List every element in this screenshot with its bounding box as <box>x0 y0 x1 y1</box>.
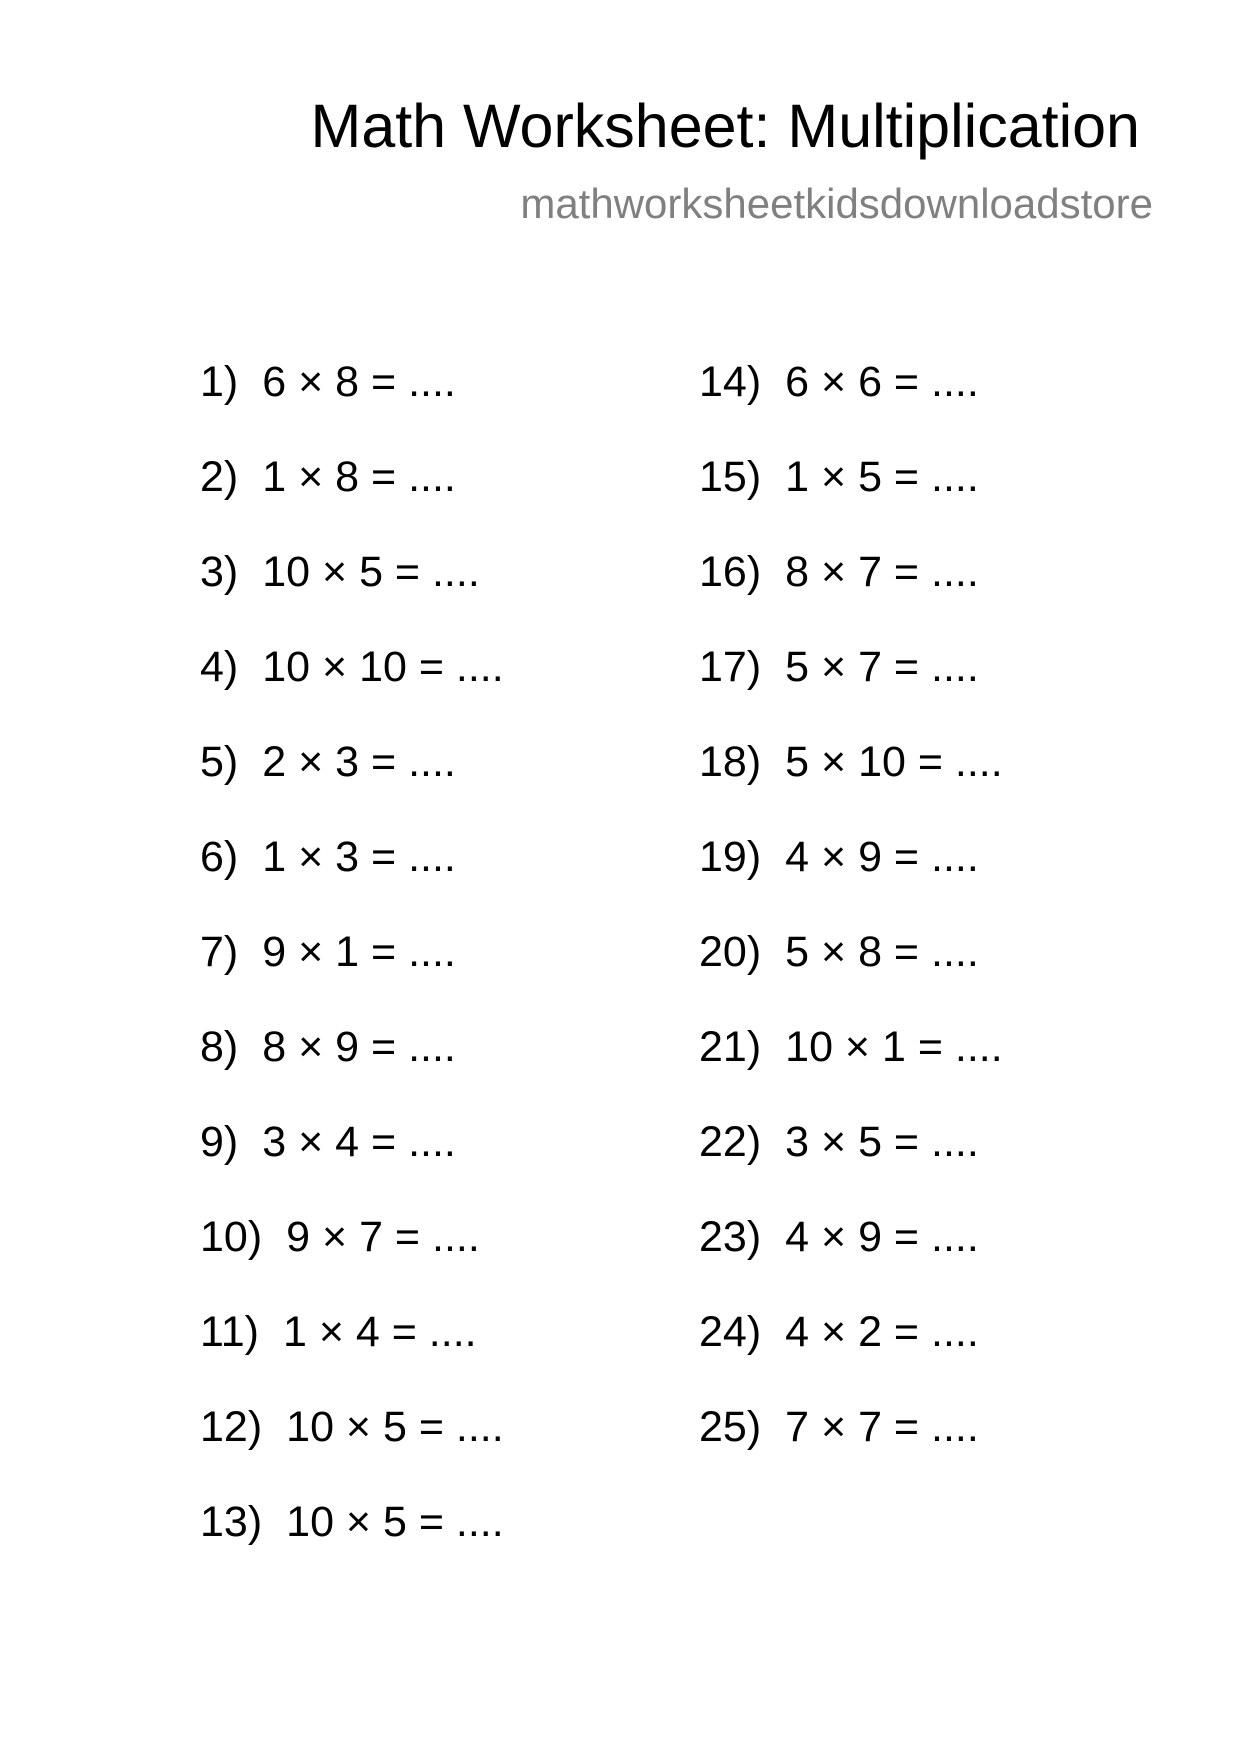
problem-expression: 10 × 1 = .... <box>785 1023 1003 1071</box>
problem-number: 12) <box>200 1403 263 1451</box>
problem-item <box>200 542 480 602</box>
problem-number: 7) <box>200 928 239 976</box>
problem-expression: 1 × 3 = .... <box>262 833 456 881</box>
problem-item <box>200 1302 477 1362</box>
page-title: Math Worksheet: Multiplication <box>310 92 1140 160</box>
problem-number: 4) <box>200 643 239 691</box>
problem-item <box>200 447 456 507</box>
problem-item <box>200 732 456 792</box>
problem-item <box>699 827 979 887</box>
problem-number: 5) <box>200 738 239 786</box>
problem-expression: 1 × 5 = .... <box>785 453 979 501</box>
problem-number: 23) <box>699 1213 762 1261</box>
page-subtitle: mathworksheetkidsdownloadstore <box>520 180 1153 227</box>
problem-expression: 8 × 9 = .... <box>262 1023 456 1071</box>
problem-expression: 7 × 7 = .... <box>785 1403 979 1451</box>
problem-expression: 9 × 7 = .... <box>286 1213 480 1261</box>
problem-number: 17) <box>699 643 762 691</box>
problem-item <box>699 637 979 697</box>
problem-number: 16) <box>699 548 762 596</box>
problem-item <box>699 1207 979 1267</box>
problem-number: 9) <box>200 1118 239 1166</box>
problem-expression: 3 × 4 = .... <box>262 1118 456 1166</box>
problem-item <box>699 1302 979 1362</box>
problem-expression: 10 × 10 = .... <box>262 643 504 691</box>
problem-item <box>699 352 979 412</box>
problem-number: 13) <box>200 1498 263 1546</box>
problem-expression: 10 × 5 = .... <box>286 1403 504 1451</box>
problem-number: 8) <box>200 1023 239 1071</box>
problem-item <box>200 637 504 697</box>
problem-expression: 4 × 2 = .... <box>785 1308 979 1356</box>
problem-number: 19) <box>699 833 762 881</box>
problem-expression: 5 × 10 = .... <box>785 738 1003 786</box>
problem-item <box>200 1017 456 1077</box>
problem-number: 22) <box>699 1118 762 1166</box>
problem-expression: 10 × 5 = .... <box>262 548 480 596</box>
problem-item <box>699 542 979 602</box>
problem-number: 6) <box>200 833 239 881</box>
problem-expression: 5 × 7 = .... <box>785 643 979 691</box>
problem-expression: 6 × 6 = .... <box>785 358 979 406</box>
problem-expression: 1 × 4 = .... <box>282 1308 477 1356</box>
problem-item <box>200 922 456 982</box>
problem-expression: 1 × 8 = .... <box>262 453 456 501</box>
problem-item <box>699 1112 979 1172</box>
problem-item <box>699 447 979 507</box>
problem-item <box>699 732 1003 792</box>
problem-number: 18) <box>699 738 762 786</box>
problem-item <box>200 352 456 412</box>
problem-expression: 2 × 3 = .... <box>262 738 456 786</box>
problem-number: 2) <box>200 453 239 501</box>
problem-number: 1) <box>200 358 239 406</box>
problem-number: 21) <box>699 1023 762 1071</box>
problem-number: 3) <box>200 548 239 596</box>
problem-item <box>200 1112 456 1172</box>
problem-expression: 5 × 8 = .... <box>785 928 979 976</box>
problem-item <box>699 1017 1003 1077</box>
problem-number: 20) <box>699 928 762 976</box>
problem-expression: 6 × 8 = .... <box>262 358 456 406</box>
problem-number: 24) <box>699 1308 762 1356</box>
problem-expression: 4 × 9 = .... <box>785 1213 979 1261</box>
problem-expression: 10 × 5 = .... <box>286 1498 504 1546</box>
problem-number: 14) <box>699 358 762 406</box>
problem-expression: 3 × 5 = .... <box>785 1118 979 1166</box>
problem-number: 15) <box>699 453 762 501</box>
problem-expression: 4 × 9 = .... <box>785 833 979 881</box>
problem-item <box>699 1397 979 1457</box>
problem-expression: 8 × 7 = .... <box>785 548 979 596</box>
problem-expression: 9 × 1 = .... <box>262 928 456 976</box>
problem-number: 25) <box>699 1403 762 1451</box>
problem-item <box>200 1492 504 1552</box>
problem-item <box>200 1397 504 1457</box>
problem-item <box>200 827 456 887</box>
problem-number: 10) <box>200 1213 263 1261</box>
problem-number: 11) <box>200 1308 259 1356</box>
problem-item <box>200 1207 480 1267</box>
problem-item <box>699 922 979 982</box>
